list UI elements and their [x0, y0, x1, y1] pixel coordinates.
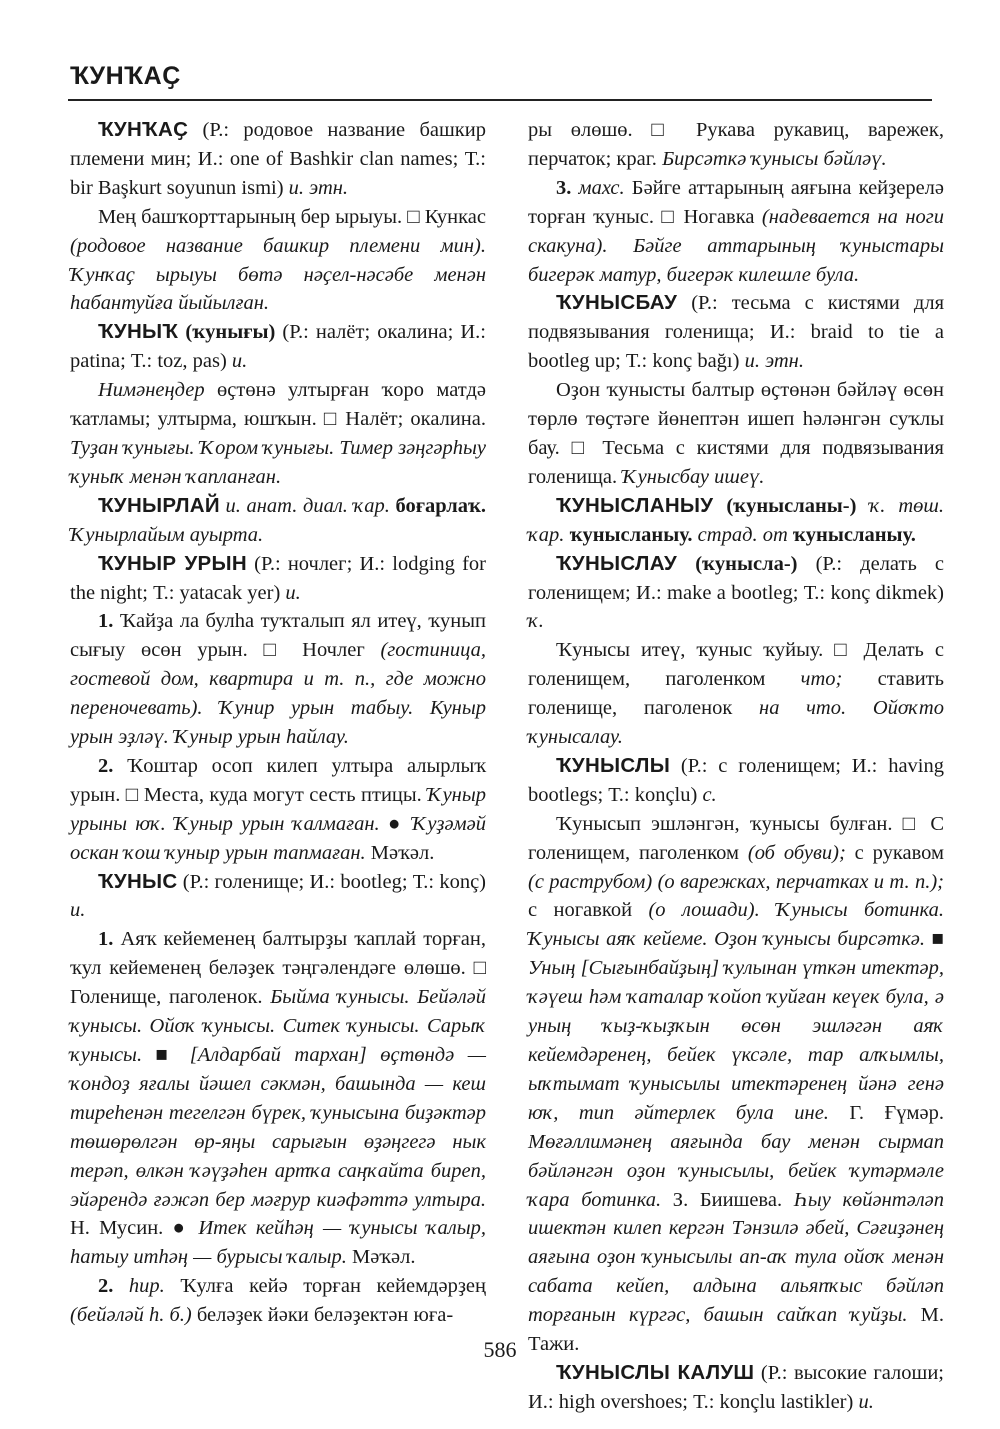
right-column-paragraph: 3. махс. Бәйге аттарының аяғына кейҙерелә торған ҡуныс. □ Ногавка (надевается на ноги скакуна). Бәйге аттарының ҡуныстары бигерәк матур, бигерәк килешле була.: [528, 176, 945, 286]
left-column-paragraph: ҠУНҠАҪ (Р.: родовое название башкир племени мин; И.: one of Bashkir clan names; Т.: bir Başkurt soyunun ismi) и. этн.: [70, 118, 486, 199]
right-column-paragraph: Ҡунысы итеү, ҡуныс ҡуйыу. □ Делать с голенищем, паголенком что; ставить голенище, паголенок на что. Ойоҡто ҡунысалау.: [528, 639, 944, 749]
header-rule: [68, 99, 932, 101]
left-column-paragraph: Мең башҡорттарының бер ырыуы. □ Кункас (родовое название башкир племени мин). Ҡунҡаҫ ырыуы бөтә нәҫел-нәсәбе менән һабантуйға йыйылған.: [70, 205, 486, 315]
left-column-paragraph: 2. Ҡоштар осоп килеп ултыра алырлыҡ урын. □ Места, куда могут сесть птицы. Ҡуныр урыны юҡ. Ҡуныр урын ҡалмаған. ● Ҡуҙәмәй оскан ҡош ҡуныр урын тапмаған. Мәҡәл.: [70, 754, 486, 864]
left-column-paragraph: ҠУНЫҠ (ҡунығы) (Р.: налёт; окалина; И.: patina; Т.: toz, pas) и.: [70, 320, 486, 373]
page-number: 586: [483, 1337, 517, 1362]
left-column-paragraph: ҠУНЫР УРЫН (Р.: ночлег; И.: lodging for the night; Т.: yatacak yer) и.: [70, 551, 486, 604]
left-column-paragraph: 1. Ҡайҙа ла булһа туҡталып ял итеү, ҡунып сығыу өсөн урын. □ Ночлег (гостиница, гостевой дом, квартира и т. п., где можно переночевать). Ҡунир урын табыу. Куныр урын эҙләү. Ҡуныр урын һайлау.: [70, 610, 486, 749]
right-column-paragraph: ҠУНЫСЛАНЫУ (ҡунысланы-) ҡ. төш. ҡар. ҡунысланыу. страд. от ҡунысланыу.: [528, 493, 945, 546]
right-column-paragraph: ҠУНЫСЛЫ КАЛУШ (Р.: высокие галоши; И.: high overshoes; Т.: konçlu lastikler) и.: [528, 1360, 944, 1413]
running-head: ҠУНҠАҪ: [70, 62, 181, 90]
right-column-paragraph: ры өлөшө. □ Рукава рукавиц, варежек, перчаток; краг. Бирсәткә ҡунысы бәйләү.: [528, 119, 944, 170]
left-column-paragraph: 1. Аяҡ кейеменең балтырҙы ҡаплай торған, ҡул кейеменең беләҙек тәңгәлендәге өлөшө. □ Голенище, паголенок. Быйма ҡунысы. Бейәләй ҡунысы. Ойоҡ ҡунысы. Ситек ҡунысы. Сарыҡ ҡунысы. ■ [Алдарбай тархан] өҫтөндә — ҡондоҙ яғалы йәшел сәкмән, башында — кеш тиреһенән тегелгән бүрек, ҡунысына биҙәктәр төшөрөлгән өр-яңы сарығын өҙәңгегә нык терәп, өлкән ҡәүҙәһен артҡа саңҡайта биреп, эйәрендә ғәжәп бер мәғрур киәфәттә ултыра. Н. Мусин. ● Итек кейһәң — ҡунысы ҡалыр, һатыу итһәң — бурысы ҡалыр. Мәҡәл.: [70, 928, 486, 1269]
right-column-paragraph: ҠУНЫСБАУ (Р.: тесьма с кистями для подвязывания голенища; И.: braid to tie a bootleg up; Т.: konç bağı) и. этн.: [528, 291, 944, 373]
left-column-paragraph: Нимәнеңдер өҫтөнә ултырған ҡоро матдә ҡатламы; ултырма, юшҡын. □ Налёт; окалина. Туҙан ҡунығы. Ҡором ҡунығы. Тимер зәңгәрһыу ҡуныҡ менән ҡапланған.: [70, 379, 486, 488]
right-column-paragraph: ҠУНЫСЛЫ (Р.: с голенищем; И.: having bootlegs; Т.: konçlu) с.: [528, 753, 944, 806]
right-column-paragraph: Ҡунысып эшләнгән, ҡунысы булған. □ С голенищем, паголенком (об обуви); с рукавом (с раструбом) (о варежках, перчатках и т. п.); с ногавкой (о лошади). Ҡунысы ботинка. Ҡунысы аяҡ кейеме. Оҙон ҡунысы бирсәткә. ■ Уның [Сығынбайҙың] ҡулынан үткән итектәр, ҡәүеш һәм ҡаталар ҡойоп ҡуйған кеүек була, ә уның ҡыҙ-ҡыҙҡын өсөн эшләгән аяҡ кейемдәренең, бейек үксәле, тар алҡымлы, ыҡтымат ҡунысылы итектәренең йәнә генә юҡ, тип әйтерлек була ине. Г. Ғүмәр. Мөғәллимәнең аяғында бау менән сырмап бәйләнгән оҙон ҡунысылы, бейек ҡутәрмәле ҡара ботинка. З. Биишева. Һыу көйәнтәләп ишектән килеп кергән Тәнзилә әбей, Сәғиҙәнең аяғына оҙон ҡунысылы ап-аҡ тула ойоҡ менән сабата кейеп, алдына альяпҡыс бәйләп торғанын күргәс, башын сайҡап ҡуйҙы. М. Тажи.: [528, 812, 945, 1356]
left-column: [70, 116, 486, 1330]
left-column-paragraph: ҠУНЫС (Р.: голенище; И.: bootleg; Т.: konç) и.: [70, 869, 486, 922]
right-column-paragraph: Оҙон ҡунысты балтыр өҫтөнән бәйләү өсөн төрлө төҫтәге йөнептән ишеп һәләнгән суҡлы бау. □ Тесьма с кистями для подвязывания голенища. Ҡунысбау ишеү.: [528, 379, 944, 488]
left-column-paragraph: 2. һир. Ҡулға кейә торған кейемдәрҙең (бейәләй һ. б.) беләҙек йәки беләҙектән юға-: [70, 1275, 486, 1327]
left-column-paragraph: ҠУНЫРЛАЙ и. анат. диал. ҡар. боғарлаҡ. Ҡунырлайым ауырта.: [70, 493, 486, 546]
right-column-paragraph: ҠУНЫСЛАУ (ҡунысла-) (Р.: делать с голенищем; И.: make a bootleg; Т.: konç dikmek) ҡ.: [528, 551, 944, 633]
right-column: [528, 116, 944, 1417]
